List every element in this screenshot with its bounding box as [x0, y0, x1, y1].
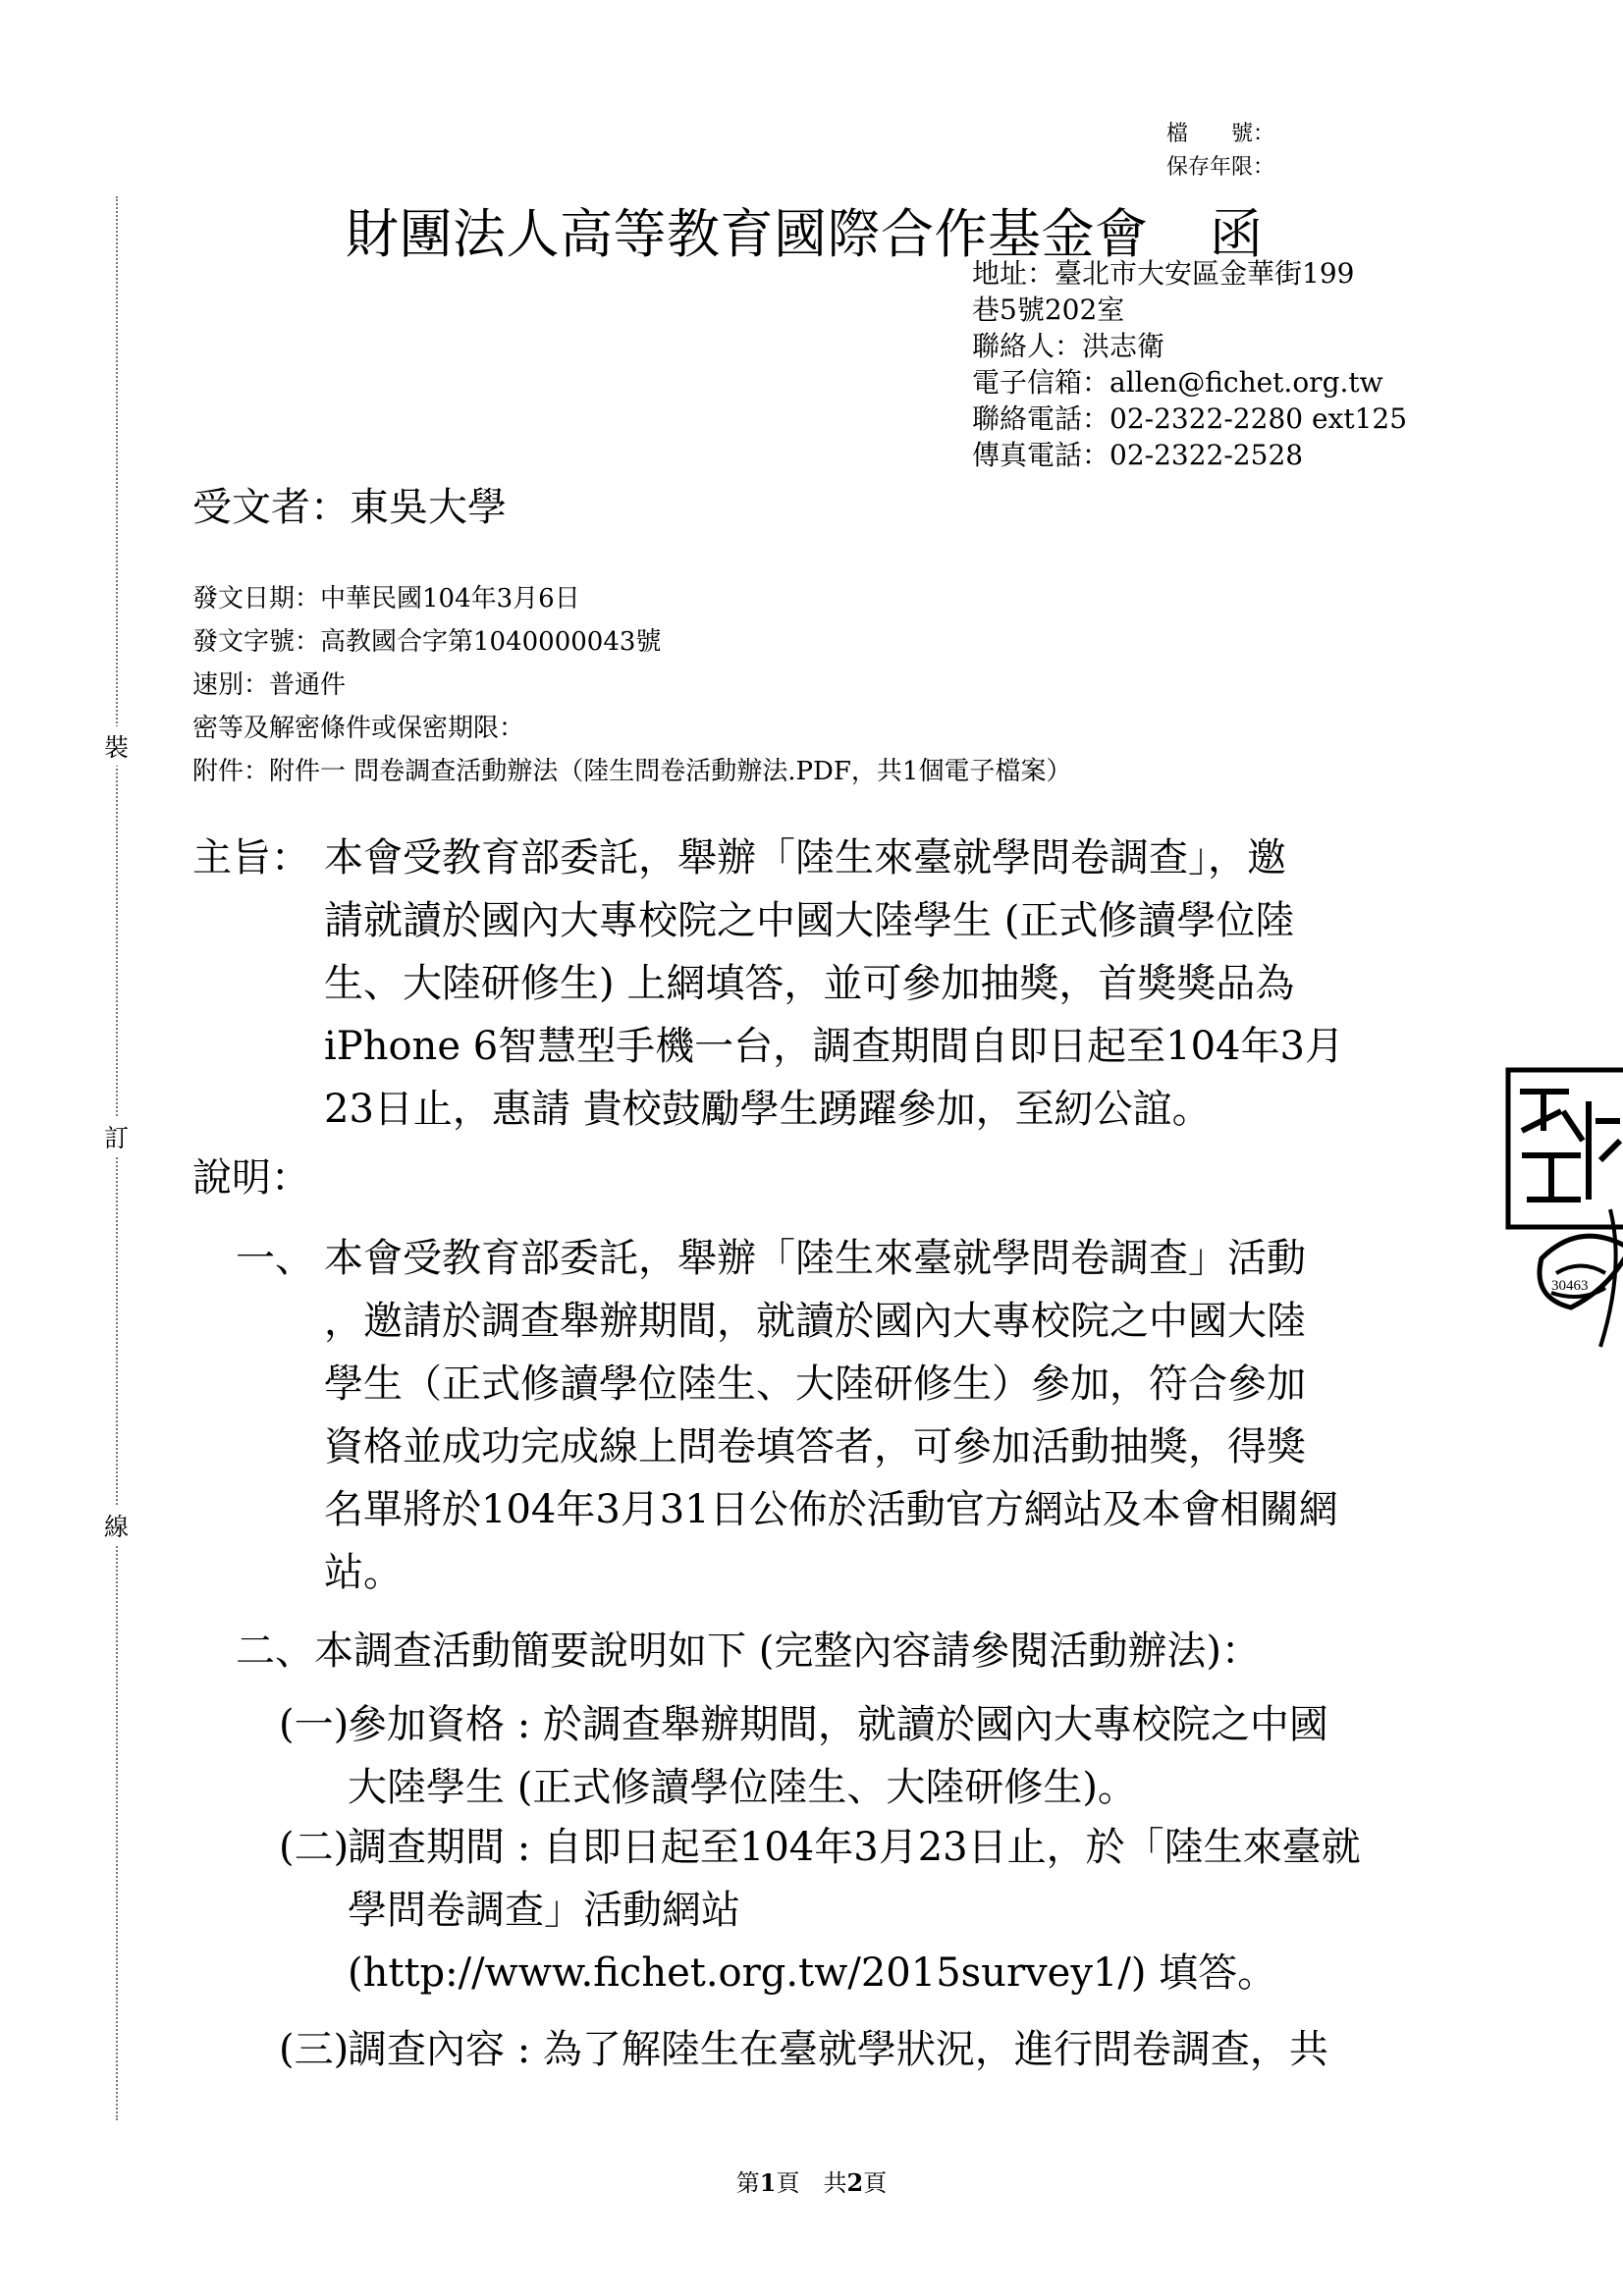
sub-item-b-line: 調查期間 : 自即日起至104年3月23日止，於「陸生來臺就 — [348, 1825, 1361, 1870]
issue-date: 發文日期：中華民國104年3月6日 — [192, 584, 580, 614]
file-number-label: 檔 號： — [1166, 122, 1275, 146]
page-prefix: 第 — [735, 2169, 760, 2197]
retention-label: 保存年限： — [1166, 155, 1275, 180]
stamp-number: 30463 — [1551, 1278, 1589, 1294]
contact-person: 聯絡人：洪志衛 — [972, 330, 1165, 362]
sub-item-b-line: 學問卷調查」活動網站 — [348, 1888, 740, 1933]
item-1-line: ，邀請於調查舉辦期間，就讀於國內大專校院之中國大陸 — [324, 1299, 1306, 1344]
contact-phone: 聯絡電話：02-2322-2280 ext125 — [972, 402, 1408, 435]
binding-dotted-line — [116, 196, 118, 2120]
subject-label: 主旨： — [192, 835, 310, 881]
item-1-number: 一、 — [236, 1236, 314, 1281]
sender-contact — [972, 255, 1407, 473]
binding-mark-ding: 訂 — [104, 1117, 129, 1156]
page-suffix: 頁 — [863, 2169, 888, 2197]
item-1-line: 本會受教育部委託，舉辦「陸生來臺就學問卷調查」活動 — [324, 1236, 1306, 1281]
sub-item-c-line: 調查內容 : 為了解陸生在臺就學狀況，進行問卷調查，共 — [348, 2027, 1328, 2072]
seal-stamp-icon — [1502, 1062, 1623, 1357]
sub-item-a-line: 大陸學生 (正式修讀學位陸生、大陸研修生)。 — [348, 1765, 1137, 1810]
delivery-speed: 速別：普通件 — [192, 670, 347, 700]
document-number: 發文字號：高教國合字第1040000043號 — [192, 627, 662, 657]
sub-item-a-text — [348, 1693, 1328, 1819]
binding-mark-xian: 線 — [104, 1506, 129, 1545]
item-1-line: 資格並成功完成線上問卷填答者，可參加活動抽獎，得獎 — [324, 1424, 1306, 1469]
sub-item-b-number: (二) — [279, 1825, 350, 1870]
address-line-2: 巷5號202室 — [972, 294, 1125, 326]
item-1-line: 學生（正式修讀學位陸生、大陸研修生）參加，符合參加 — [324, 1362, 1306, 1407]
address-line-1: 地址：臺北市大安區金華街199 — [972, 257, 1355, 290]
contact-email: 電子信箱：allen@fichet.org.tw — [972, 366, 1383, 399]
file-info — [1166, 118, 1274, 185]
sub-item-b-line: (http://www.fichet.org.tw/2015survey1/) 填答。 — [348, 1950, 1277, 1996]
item-2-text: 二、本調查活動簡要說明如下 (完整內容請參閱活動辦法)： — [236, 1629, 1261, 1674]
subject-line: 23日止，惠請 貴校鼓勵學生踴躍參加，至紉公誼。 — [324, 1087, 1212, 1132]
subject-line: 請就讀於國內大專校院之中國大陸學生 (正式修讀學位陸 — [324, 898, 1295, 943]
sub-item-a-line: 參加資格 : 於調查舉辦期間，就讀於國內大專校院之中國 — [348, 1702, 1328, 1747]
item-1-line: 站。 — [324, 1550, 403, 1595]
attachment-line: 附件：附件一 問卷調查活動辦法（陸生問卷活動辦法.PDF，共1個電子檔案） — [192, 757, 1072, 786]
subject-line: 本會受教育部委託，舉辦「陸生來臺就學問卷調查」，邀 — [324, 835, 1286, 881]
page-footer — [0, 2163, 1623, 2198]
item-1-text — [324, 1227, 1338, 1604]
sub-item-b-text — [348, 1816, 1361, 2004]
document-type: 函 — [1210, 203, 1263, 265]
sub-item-a-number: (一) — [279, 1702, 350, 1747]
subject-line: iPhone 6智慧型手機一台，調查期間自即日起至104年3月 — [324, 1024, 1344, 1069]
binding-mark-zhuang: 裝 — [104, 726, 129, 766]
document-title: 財團法人高等教育國際合作基金會 — [346, 203, 1149, 265]
page-total: 2 — [846, 2168, 864, 2197]
contact-fax: 傳真電話：02-2322-2528 — [972, 439, 1304, 471]
sub-item-c-number: (三) — [279, 2027, 350, 2072]
document-meta — [192, 577, 1071, 793]
page-mid: 頁 共 — [776, 2169, 847, 2197]
item-1-line: 名單將於104年3月31日公佈於活動官方網站及本會相關網 — [324, 1487, 1338, 1532]
subject-line: 生、大陸研修生) 上網填答，並可參加抽獎，首獎獎品為 — [324, 961, 1295, 1006]
secrecy-level: 密等及解密條件或保密期限： — [192, 714, 525, 743]
explanation-label: 說明： — [192, 1155, 310, 1201]
page-number: 1 — [759, 2168, 777, 2197]
sub-item-c-text — [348, 2018, 1328, 2081]
recipient: 受文者：東吳大學 — [192, 485, 507, 530]
subject-text — [324, 827, 1344, 1141]
